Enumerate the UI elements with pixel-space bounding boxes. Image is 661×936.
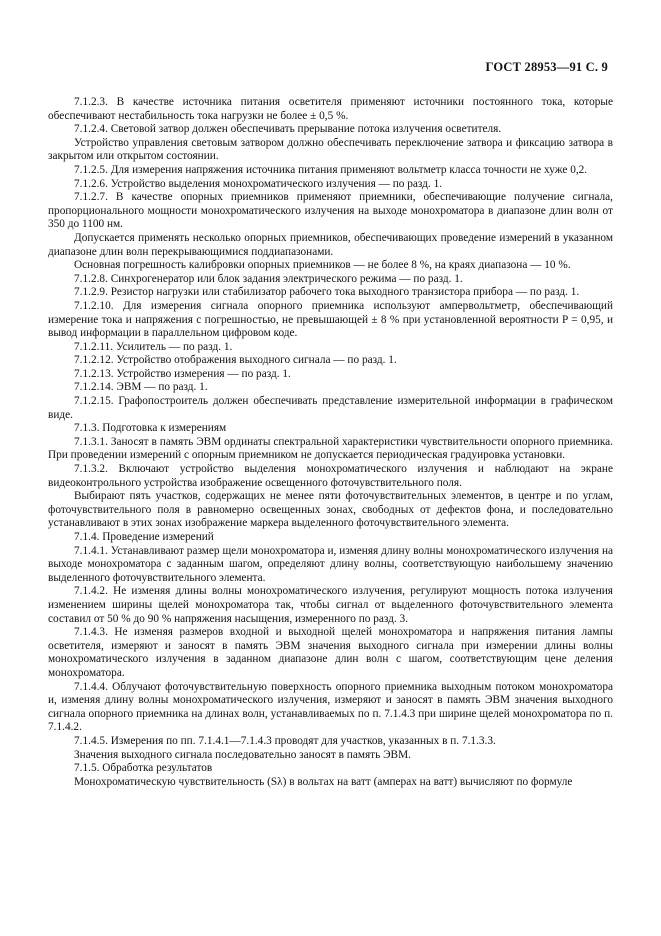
paragraph: 7.1.2.11. Усилитель — по разд. 1. xyxy=(74,340,233,353)
paragraph: 7.1.3.1. Заносят в память ЭВМ ординаты спектральной характеристики чувствительности опорного приемника. При проведении измерений с опорным приемником не допускается периодическая градуировка установки. xyxy=(48,435,613,462)
section-heading: 7.1.3. Подготовка к измерениям xyxy=(74,422,227,435)
paragraph: 7.1.2.15. Графопостроитель должен обеспечивать представление измерительной информации в графическом виде. xyxy=(48,395,613,421)
paragraph: Выбирают пять участков, содержащих не менее пяти фоточувствительных элементов, в центре и по углам, фоточувствительного поля в равномерно освещенных зонах, свободных от дефектов фона, и последовательно устанавливают в этих зонах изображение маркера выделенного фоточувствительного элемента. xyxy=(48,490,613,530)
paragraph: 7.1.2.4. Световой затвор должен обеспечивать прерывание потока излучения осветителя. xyxy=(74,123,502,136)
section-heading: 7.1.4. Проведение измерений xyxy=(74,531,214,543)
paragraph: 7.1.4.2. Не изменяя длины волны монохроматического излучения, регулируют мощность потока излучения изменением ширины щелей монохроматора так, чтобы сигнал от выделенного фоточувствительного элемента составил от 50 % до 90 % напряжения насыщения, измеренного по разд. 3. xyxy=(48,585,613,625)
page-header: ГОСТ 28953—91 С. 9 xyxy=(485,60,608,74)
paragraph: 7.1.2.3. В качестве источника питания осветителя применяют источники постоянного тока, которые обеспечивают нестабильность тока нагрузки не более ± 0,5 %. xyxy=(48,96,613,122)
paragraph: 7.1.2.14. ЭВМ — по разд. 1. xyxy=(74,381,208,394)
paragraph: 7.1.2.8. Синхрогенератор или блок задания электрического режима — по разд. 1. xyxy=(74,272,463,285)
paragraph: 7.1.2.9. Резистор нагрузки или стабилизатор рабочего тока выходного транзистора прибора — по разд. 1. xyxy=(74,286,580,299)
paragraph: 7.1.4.5. Измерения по пп. 7.1.4.1—7.1.4.3 проводят для участков, указанных в п. 7.1.3.3. xyxy=(74,734,496,747)
paragraph: 7.1.2.10. Для измерения сигнала опорного приемника используют ампервольтметр, обеспечивающий измерение тока и напряжения с погрешностью, не превышающей ± 8 % при установленной вероятности P = 0,95, и вывод информации в параллельном цифровом коде. xyxy=(48,299,613,340)
paragraph: 7.1.2.13. Устройство измерения — по разд. 1. xyxy=(74,367,291,380)
paragraph: 7.1.4.3. Не изменяя размеров входной и выходной щелей монохроматора и напряжения питания лампы осветителя, измеряют и заносят в память ЭВМ значения выходного сигнала при измерении длины волны монохроматического излучения в заданном диапазоне длин волн с шагом, соответствующим цене деления монохроматора. xyxy=(48,626,613,679)
paragraph: 7.1.2.7. В качестве опорных приемников применяют приемники, обеспечивающие получение сигнала, пропорционального мощности монохроматического излучения на выходе монохроматора в диапазоне длин волн от 350 до 1100 нм. xyxy=(48,191,613,231)
paragraph: Основная погрешность калибровки опорных приемников — не более 8 %, на краях диапазона — 10 %. xyxy=(74,259,571,272)
paragraph: Монохроматическую чувствительность (Sλ) в вольтах на ватт (амперах на ватт) вычисляют по формуле xyxy=(74,775,573,788)
paragraph: Значения выходного сигнала последовательно заносят в память ЭВМ. xyxy=(74,748,411,761)
paragraph: 7.1.4.4. Облучают фоточувствительную поверхность опорного приемника выходным потоком монохроматора и, изменяя длину волны монохроматического излучения, измеряют и заносят в память ЭВМ значения выходного сигнала опорного приемника на длинах волн, устанавливаемых по п. 7.1.4.3 при ширине щелей монохроматора по п. 7.1.4.2. xyxy=(48,680,613,734)
section-heading: 7.1.5. Обработка результатов xyxy=(74,762,213,775)
paragraph: Допускается применять несколько опорных приемников, обеспечивающих проведение измерений в указанном диапазоне длин волн перекрывающимися поддиапазонами. xyxy=(48,231,613,258)
paragraph: 7.1.3.2. Включают устройство выделения монохроматического излучения и наблюдают на экране видеоконтрольного устройства изображение освещенного фоточувствительного поля. xyxy=(48,463,613,489)
paragraph: Устройство управления световым затвором должно обеспечивать переключение затвора и фиксацию затвора в закрытом или открытом состоянии. xyxy=(48,136,613,163)
paragraph: 7.1.2.6. Устройство выделения монохроматического излучения — по разд. 1. xyxy=(74,177,443,190)
document-body xyxy=(48,96,613,789)
paragraph: 7.1.4.1. Устанавливают размер щели монохроматора и, изменяя длину волны монохроматического излучения на выходе монохроматора с заданным шагом, определяют длину волны, соответствующую наибольшему значению выделенного фоточувствительного элемента. xyxy=(48,544,613,584)
paragraph: 7.1.2.12. Устройство отображения выходного сигнала — по разд. 1. xyxy=(74,354,397,367)
paragraph: 7.1.2.5. Для измерения напряжения источника питания применяют вольтметр класса точности не хуже 0,2. xyxy=(74,163,588,176)
